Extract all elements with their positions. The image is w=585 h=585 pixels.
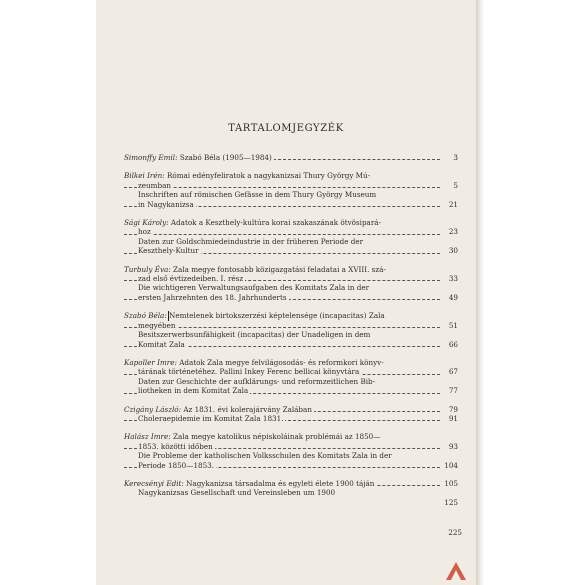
toc-title: Choleraepidemie im Komitat Zala 1831. xyxy=(138,413,284,423)
toc-line xyxy=(124,451,458,460)
toc-author: Sági Károly: xyxy=(124,218,169,228)
toc-entry xyxy=(124,218,458,256)
toc-title: in Nagykanizsa xyxy=(138,199,194,209)
toc-entry xyxy=(124,265,458,303)
toc-entry xyxy=(124,311,458,349)
toc-author: Bilkei Irén: xyxy=(124,171,165,181)
toc-entry xyxy=(124,432,458,470)
toc-page-number: 67 xyxy=(446,367,458,376)
toc-page-number: 104 xyxy=(441,461,458,470)
toc-author: Szabó Béla: xyxy=(124,311,167,321)
toc-page-number: 3 xyxy=(450,153,458,162)
toc-title: Inschriften auf römischen Gefässe in dem Thury György Museum xyxy=(138,190,377,200)
toc-page-number: 23 xyxy=(446,227,458,236)
toc-title: Die Probleme der katholischen Volksschulen des Komitats Zala in der xyxy=(138,451,392,461)
toc-author: Kapoller Imre: xyxy=(124,357,177,367)
toc-page-number: 93 xyxy=(446,442,458,451)
toc-line xyxy=(124,432,458,441)
toc-title: Adatok a Keszthely-kultúra korai szakaszának ötvösipará- xyxy=(170,218,381,228)
toc-page-number: 125 xyxy=(441,498,458,507)
page-edge-shadow xyxy=(476,0,484,585)
toc-page-number: 79 xyxy=(446,405,458,414)
toc-line xyxy=(124,190,458,199)
toc-entry xyxy=(124,479,458,507)
toc-title: 1853. közötti időben xyxy=(138,441,213,451)
toc-title: Római edényfeliratok a nagykanizsai Thury György Mú- xyxy=(166,171,371,181)
document-page xyxy=(96,0,476,585)
toc-title: Szabó Béla (1905—1984) xyxy=(179,153,272,162)
toc-page-number: 66 xyxy=(446,340,458,349)
toc-title: hoz xyxy=(138,227,151,237)
toc-line xyxy=(124,488,458,497)
toc-line xyxy=(124,227,458,236)
toc-line xyxy=(124,246,458,255)
toc-title: Keszthely-Kultur xyxy=(138,246,199,256)
toc-line xyxy=(124,171,458,180)
toc-line xyxy=(124,237,458,246)
toc-line xyxy=(124,265,458,274)
toc-title: Az 1831. évi kolerajárvány Zalában xyxy=(183,404,312,414)
toc-line xyxy=(124,311,458,320)
toc-author: Halász Imre: xyxy=(124,432,171,442)
toc-page-number: 5 xyxy=(450,181,458,190)
toc-title: ersten Jahrzehnten des 18. Jahrhunderts xyxy=(138,292,287,302)
toc-line xyxy=(124,386,458,395)
toc-line xyxy=(124,283,458,292)
toc-author: Turbuly Éva: xyxy=(124,264,171,274)
toc-title: Zala megye fontosabb közigazgatási feladatai a XVIII. szá- xyxy=(173,264,386,274)
toc-line xyxy=(124,330,458,339)
toc-author: Kerecsényi Edit: xyxy=(124,478,184,488)
toc-line xyxy=(124,181,458,190)
toc-title: zad első évtizedeiben. I. rész xyxy=(138,274,244,284)
toc-entry xyxy=(124,153,458,162)
toc-title: zeumban xyxy=(138,180,172,190)
toc-line xyxy=(124,479,458,488)
page-title: TARTALOMJEGYZÉK xyxy=(228,123,344,134)
toc-page-number: 49 xyxy=(446,293,458,302)
toc-page-number: 33 xyxy=(446,274,458,283)
toc-title: liotheken in dem Komitat Zala xyxy=(138,386,249,396)
toc-title: Besitszerwerbsunfähigkeit (incapacitas) der Unadeligen in dem xyxy=(138,330,371,340)
toc-line xyxy=(124,358,458,367)
page-number: 225 xyxy=(448,528,462,537)
toc-page-number: 30 xyxy=(446,246,458,255)
toc-author: Simonffy Emil: xyxy=(124,153,178,162)
toc-title: Daten zur Geschichte der aufklärungs- und reformzeitlichen Bib- xyxy=(138,376,376,386)
toc-line xyxy=(124,321,458,330)
toc-entry xyxy=(124,405,458,424)
toc-author: Czigány László: xyxy=(124,404,182,414)
toc-page-number: 51 xyxy=(446,321,458,330)
toc-title: Komitat Zala xyxy=(138,339,185,349)
toc-entry xyxy=(124,358,458,396)
toc-title: tárának történetéhez. Pallini Inkey Ferenc bellicai könyvtára xyxy=(138,367,360,377)
toc-title: Die wichtigeren Verwaltungsaufgaben des Komitats Zala in der xyxy=(138,283,370,293)
toc-title: Adatok Zala megye felvilágosodás- és reformkori könyv- xyxy=(179,357,384,367)
toc-title: Nagykanizsa társadalma és egyleti élete 1900 táján xyxy=(186,478,375,488)
toc-title: Nagykanizsas Gesellschaft und Vereinsleben um 1900 xyxy=(138,488,336,498)
toc-line xyxy=(124,274,458,283)
toc-page-number: 77 xyxy=(446,386,458,395)
toc-line xyxy=(124,414,458,423)
toc-title: Zala megye katolikus népiskoláinak problémái az 1850— xyxy=(172,432,381,442)
toc-page-number: 91 xyxy=(446,414,458,423)
toc-title: Daten zur Goldschmiedeindustrie in der früheren Periode der xyxy=(138,236,364,246)
toc-line xyxy=(124,200,458,209)
toc-title: megyében xyxy=(138,320,176,330)
toc-page-number: 21 xyxy=(446,200,458,209)
toc-entry xyxy=(124,171,458,209)
toc-line xyxy=(124,153,458,162)
table-of-contents xyxy=(124,153,458,516)
toc-line xyxy=(124,293,458,302)
toc-line xyxy=(124,442,458,451)
toc-page-number: 105 xyxy=(441,479,458,488)
toc-line xyxy=(124,340,458,349)
toc-title: Nemtelenek birtokszerzési képtelensége (incapacitas) Zala xyxy=(169,311,385,321)
toc-line xyxy=(124,498,458,507)
toc-line xyxy=(124,461,458,470)
toc-line xyxy=(124,377,458,386)
stamp-icon xyxy=(442,560,470,582)
toc-line xyxy=(124,367,458,376)
toc-line xyxy=(124,405,458,414)
bleed-through-text xyxy=(246,60,456,115)
toc-line xyxy=(124,218,458,227)
toc-title: Periode 1850—1853. xyxy=(138,460,215,470)
